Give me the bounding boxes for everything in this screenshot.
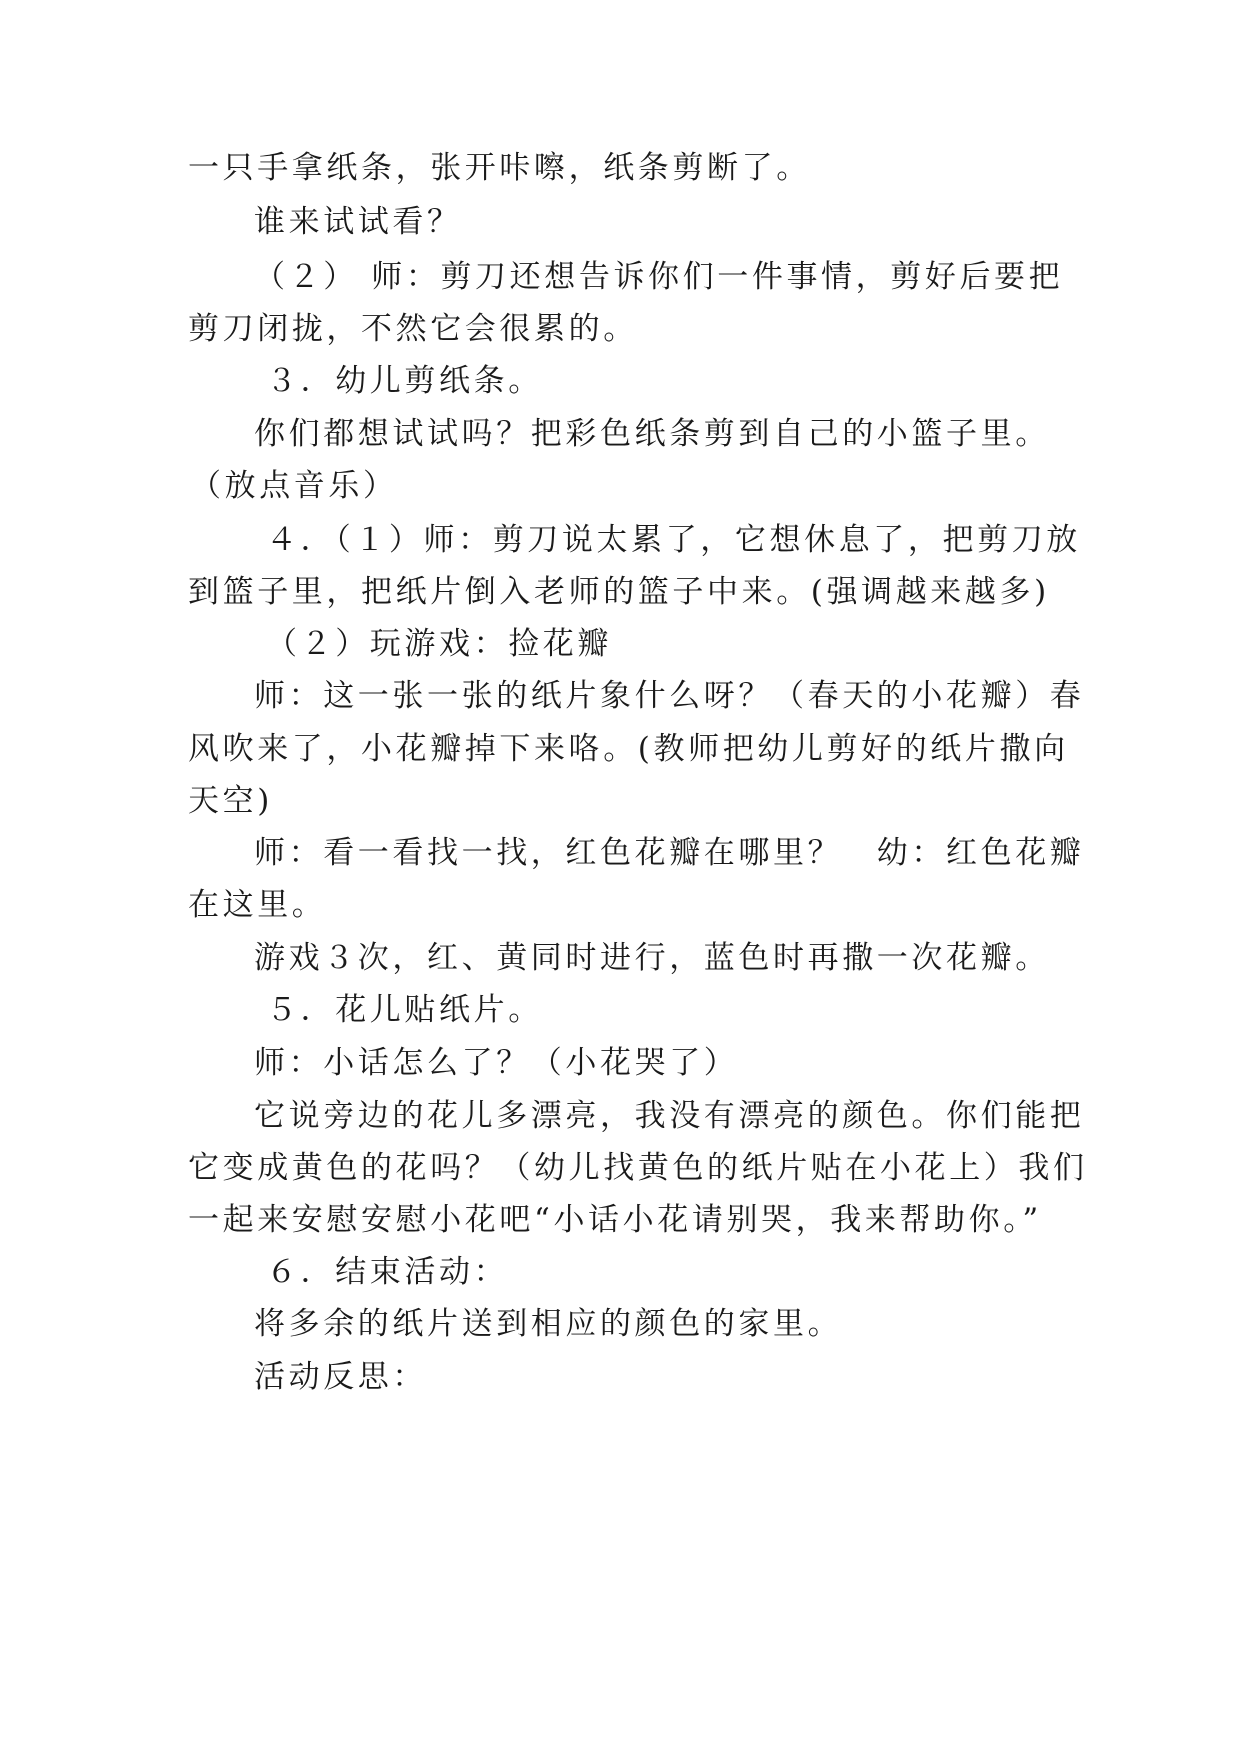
text-line: 在这里。 [188,887,327,923]
text-line: 师：小话怎么了？（小花哭了） [254,1045,739,1081]
text-line: 游戏３次，红、黄同时进行，蓝色时再撒一次花瓣。 [254,940,1050,976]
text-line: 谁来试试看？ [254,204,462,240]
text-line: （２）玩游戏：捡花瓣 [266,626,612,662]
text-line: 它变成黄色的花吗？（幼儿找黄色的纸片贴在小花上）我们 [188,1150,1088,1186]
text-line: 一只手拿纸条，张开咔嚓，纸条剪断了。 [188,150,811,186]
text-line: （２） 师：剪刀还想告诉你们一件事情，剪好后要把 [254,259,1064,295]
text-line: 一起来安慰安慰小花吧“小话小花请别哭，我来帮助你。” [188,1202,1042,1238]
text-line: 师：看一看找一找，红色花瓣在哪里？ 幼：红色花瓣 [254,835,1085,871]
text-line: ６．结束活动： [266,1254,509,1290]
text-line: 风吹来了，小花瓣掉下来咯。(教师把幼儿剪好的纸片撒向 [188,731,1069,767]
text-line: ５．花儿贴纸片。 [266,992,543,1028]
text-line: 你们都想试试吗？把彩色纸条剪到自己的小篮子里。 [254,416,1050,452]
text-line: 天空) [188,783,273,819]
text-line: 活动反思： [254,1359,427,1395]
text-line: 剪刀闭拢，不然它会很累的。 [188,311,638,347]
text-line: ４．（１）师：剪刀说太累了，它想休息了，把剪刀放 [266,522,1081,558]
text-line: （放点音乐） [190,468,398,504]
text-line: 到篮子里，把纸片倒入老师的篮子中来。(强调越来越多) [188,574,1050,610]
text-line: 它说旁边的花儿多漂亮，我没有漂亮的颜色。你们能把 [254,1098,1085,1134]
text-line: 师：这一张一张的纸片象什么呀？（春天的小花瓣）春 [254,678,1085,714]
text-line: 将多余的纸片送到相应的颜色的家里。 [254,1306,843,1342]
text-line: ３．幼儿剪纸条。 [266,363,543,399]
